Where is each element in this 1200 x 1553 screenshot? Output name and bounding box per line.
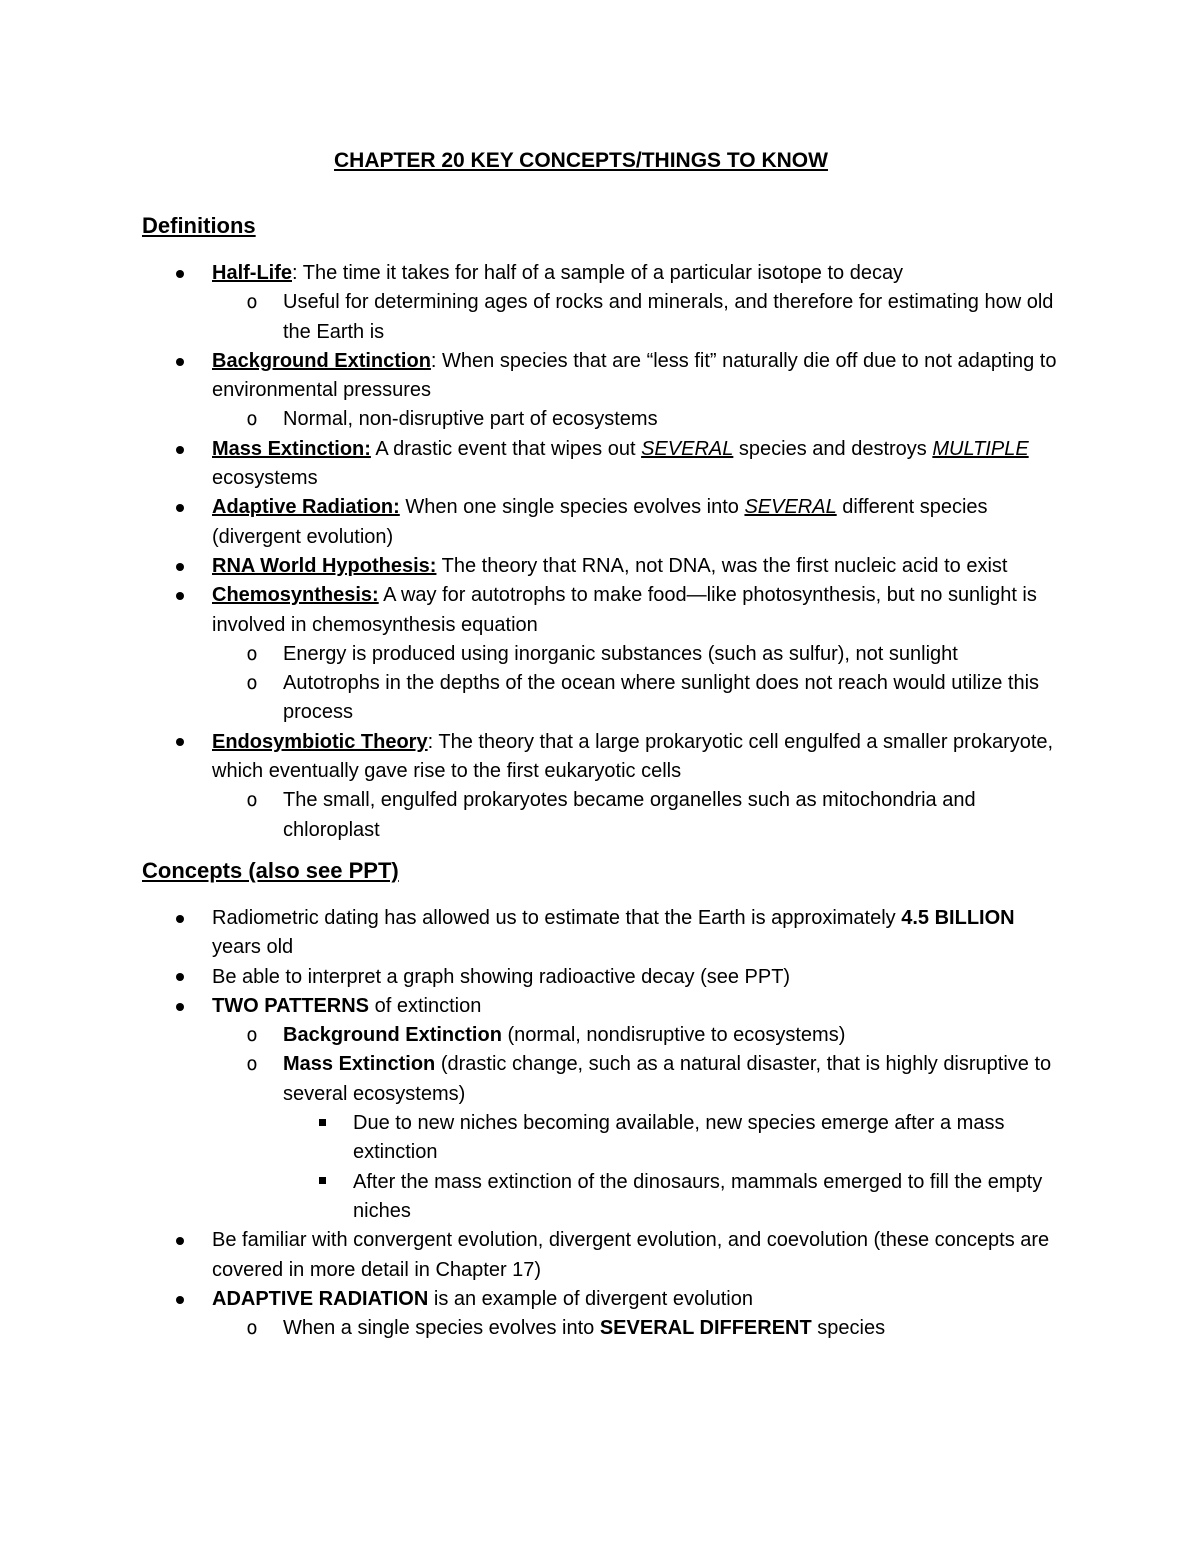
square-bullet-icon (312, 1109, 332, 1138)
definitions-heading: Definitions (142, 213, 256, 238)
sub-list-item: o Mass Extinction (drastic change, such as a natural disaster, that is highly disruptive to several ecosystems) (0, 1050, 1058, 1109)
circle-bullet-icon: o (246, 789, 258, 812)
sub-list-item: o When a single species evolves into SEVERAL DIFFERENT species (0, 1314, 1058, 1343)
bullet-icon (170, 728, 190, 757)
document-title: CHAPTER 20 KEY CONCEPTS/THINGS TO KNOW (334, 149, 828, 172)
list-item-half-life: Half-Life: The time it takes for half of a sample of a particular isotope to decay (0, 259, 1062, 288)
term-mass-extinction: Mass Extinction: (212, 437, 371, 460)
bullet-icon (170, 259, 190, 288)
term-endosymbiotic-theory: Endosymbiotic Theory (212, 730, 428, 753)
bullet-icon (170, 1226, 190, 1255)
bullet-icon (170, 904, 190, 933)
definition-text: The time it takes for half of a sample of a particular isotope to decay (297, 262, 904, 284)
list-item-rna-world: RNA World Hypothesis: The theory that RNA, not DNA, was the first nucleic acid to exist (0, 552, 1062, 581)
circle-bullet-icon: o (246, 672, 258, 695)
list-item-graph: Be able to interpret a graph showing radioactive decay (see PPT) (0, 963, 1062, 992)
list-item-radiometric-dating: Radiometric dating has allowed us to estimate that the Earth is approximately 4.5 BILLION years old (0, 904, 1062, 963)
circle-bullet-icon: o (246, 1317, 258, 1340)
circle-bullet-icon: o (246, 408, 258, 431)
sub-list-item: o Normal, non-disruptive part of ecosystems (0, 405, 1058, 434)
list-item-chemosynthesis: Chemosynthesis: A way for autotrophs to make food—like photosynthesis, but no sunlight is involved in chemosynthesis equation (0, 581, 1062, 640)
term-half-life: Half-Life (212, 262, 292, 284)
list-item-familiar: Be familiar with convergent evolution, divergent evolution, and coevolution (these concepts are covered in more detail in Chapter 17) (0, 1226, 1062, 1285)
bullet-icon (170, 435, 190, 464)
list-item-mass-extinction: Mass Extinction: A drastic event that wipes out SEVERAL species and destroys MULTIPLE ecosystems (0, 435, 1062, 494)
bullet-icon (170, 493, 190, 522)
bullet-icon (170, 992, 190, 1021)
term-adaptive-radiation: Adaptive Radiation: (212, 496, 400, 519)
concepts-list (0, 904, 1200, 1343)
term-background-extinction: Background Extinction (212, 349, 431, 372)
term-chemosynthesis: Chemosynthesis: (212, 584, 379, 607)
sub-sub-list-item: Due to new niches becoming available, new species emerge after a mass extinction (0, 1109, 1058, 1168)
sub-sub-list-item: After the mass extinction of the dinosaurs, mammals emerged to fill the empty niches (0, 1168, 1058, 1227)
term-rna-world-hypothesis: RNA World Hypothesis: (212, 554, 437, 577)
bullet-icon (170, 581, 190, 610)
sub-list-item: o The small, engulfed prokaryotes became organelles such as mitochondria and chloroplast (0, 786, 1058, 845)
circle-bullet-icon: o (246, 1053, 258, 1076)
list-item-endosymbiotic-theory: Endosymbiotic Theory: The theory that a large prokaryotic cell engulfed a smaller prokaryote, which eventually gave rise to the first eukaryotic cells (0, 728, 1062, 787)
sub-list-item: o Useful for determining ages of rocks and minerals, and therefore for estimating how old the Earth is (0, 288, 1058, 347)
sub-list-item: o Background Extinction (normal, nondisruptive to ecosystems) (0, 1021, 1058, 1050)
circle-bullet-icon: o (246, 1024, 258, 1047)
list-item-adaptive-radiation-concept: ADAPTIVE RADIATION is an example of divergent evolution (0, 1285, 1062, 1314)
definition-text: When species that are “less fit” naturally die off due to not adapting to environmental pressures (212, 349, 1057, 402)
bullet-icon (170, 1285, 190, 1314)
circle-bullet-icon: o (246, 642, 258, 665)
sub-list-item: o Energy is produced using inorganic substances (such as sulfur), not sunlight (0, 640, 1058, 669)
list-item-two-patterns: TWO PATTERNS of extinction (0, 992, 1062, 1021)
list-item-adaptive-radiation: Adaptive Radiation: When one single species evolves into SEVERAL different species (divergent evolution) (0, 493, 1062, 552)
circle-bullet-icon: o (246, 291, 258, 314)
bullet-icon (170, 347, 190, 376)
list-item-background-extinction: Background Extinction: When species that are “less fit” naturally die off due to not adapting to environmental pressures (0, 347, 1062, 406)
sub-list-item: o Autotrophs in the depths of the ocean where sunlight does not reach would utilize this process (0, 669, 1058, 728)
bullet-icon (170, 963, 190, 992)
definitions-list (0, 259, 1200, 845)
square-bullet-icon (312, 1168, 332, 1197)
bullet-icon (170, 552, 190, 581)
concepts-heading: Concepts (also see PPT) (142, 858, 399, 883)
